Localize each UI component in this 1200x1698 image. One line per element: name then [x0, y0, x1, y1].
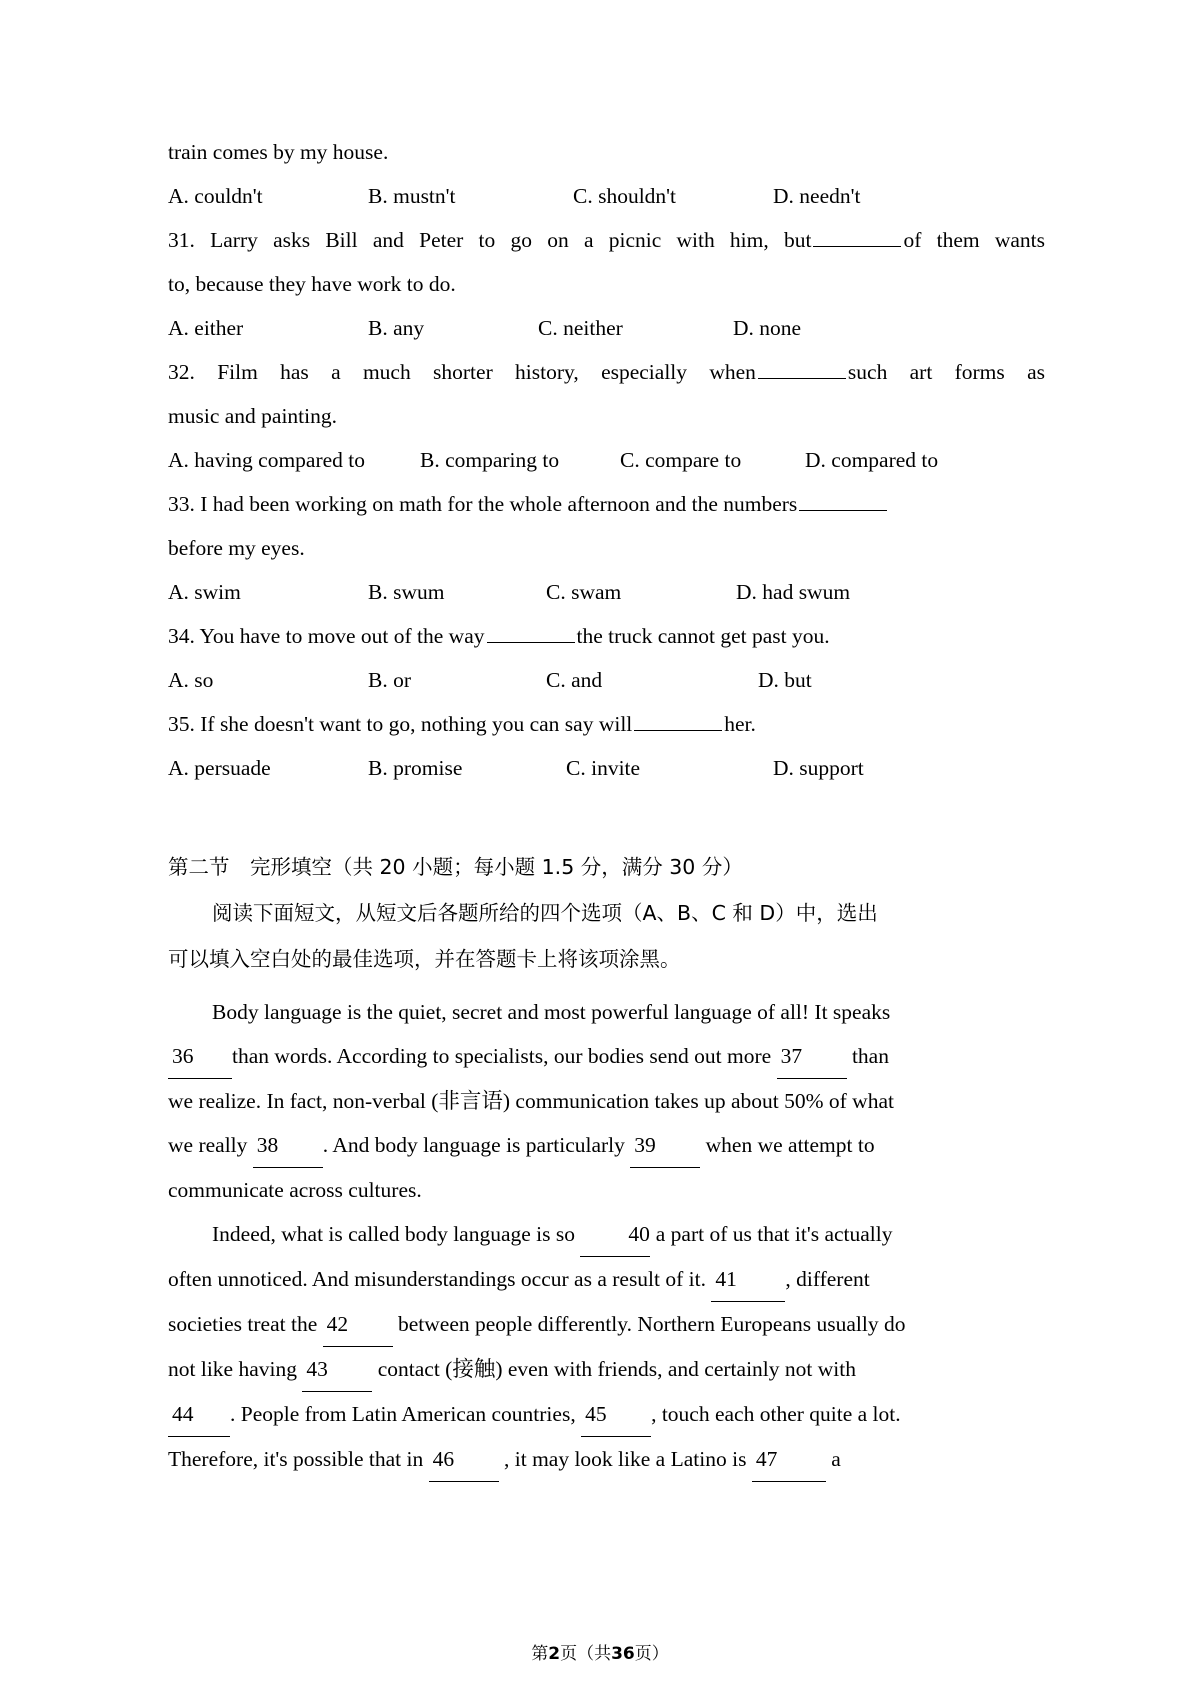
q32-text-after: such art forms as: [847, 360, 1045, 384]
cloze-p1-line3: we realize. In fact, non-verbal (非言语) communication takes up about 50% of what: [168, 1089, 894, 1113]
page-footer: [0, 1639, 1200, 1664]
q31-option-c: C. neither: [538, 316, 623, 340]
cloze-p2-l6b: , it may look like a Latino is: [504, 1447, 747, 1471]
q33-option-b: B. swum: [368, 580, 445, 604]
cloze-p2-l6c: a: [831, 1447, 841, 1471]
q34-text-before: 34. You have to move out of the way: [168, 624, 485, 648]
q34-option-d: D. but: [758, 668, 812, 692]
footer-middle: 页（共: [560, 1644, 612, 1664]
cloze-p1-l2b: than: [851, 1044, 889, 1068]
q35-option-c: C. invite: [566, 756, 641, 780]
q31-blank: [813, 225, 901, 247]
q31-text-before: 31. Larry asks Bill and Peter to go on a picnic with him, but: [168, 228, 812, 252]
cloze-blank-38: 38: [253, 1123, 323, 1168]
q33-blank: [799, 489, 887, 511]
q34-option-a: A. so: [168, 668, 214, 692]
q32-option-d: D. compared to: [805, 448, 939, 472]
cloze-blank-45: 45: [581, 1392, 651, 1437]
cloze-p1-line2: [168, 1034, 1045, 1079]
cloze-p1-l4a: we really: [168, 1133, 248, 1157]
q32-option-c: C. compare to: [620, 448, 742, 472]
cloze-p2-l3a: societies treat the: [168, 1312, 318, 1336]
cloze-p2-line5: [168, 1392, 1045, 1437]
q30-option-b: B. mustn't: [368, 184, 456, 208]
q32-stem-line1: [168, 350, 1045, 394]
footer-total-pages: 36: [611, 1644, 635, 1664]
cloze-p2-l1b: a part of us that it's actually: [655, 1222, 893, 1246]
continued-sentence: train comes by my house.: [168, 140, 389, 164]
cloze-p2-line4: [168, 1347, 1045, 1392]
q35-text-after: her.: [724, 712, 756, 736]
q34-text-after: the truck cannot get past you.: [576, 624, 830, 648]
cloze-blank-46: 46: [429, 1437, 499, 1482]
q32-option-a: A. having compared to: [168, 448, 366, 472]
cloze-p1-l2a: than words. According to specialists, our bodies send out more: [232, 1044, 772, 1068]
q32-stem-line2: music and painting.: [168, 404, 337, 428]
cloze-p2-l1a: Indeed, what is called body language is so: [212, 1222, 576, 1246]
q32-blank: [758, 357, 846, 379]
q35-option-b: B. promise: [368, 756, 463, 780]
cloze-p2-l4a: not like having: [168, 1357, 297, 1381]
cloze-p2-l6a: Therefore, it's possible that in: [168, 1447, 424, 1471]
q35-text-before: 35. If she doesn't want to go, nothing you can say will: [168, 712, 633, 736]
cloze-p1-l4b: . And body language is particularly: [322, 1133, 625, 1157]
q33-options-row: [168, 570, 1045, 614]
q34-stem-line1: [168, 614, 1045, 658]
footer-suffix: 页）: [634, 1644, 669, 1664]
cloze-p2-l5b: , touch each other quite a lot.: [651, 1402, 901, 1426]
q35-option-a: A. persuade: [168, 756, 271, 780]
q31-text-after: of them wants: [903, 228, 1045, 252]
q31-stem-line2: to, because they have work to do.: [168, 272, 456, 296]
cloze-p1-line4: [168, 1123, 1045, 1168]
q30-option-a: A. couldn't: [168, 184, 263, 208]
q33-stem-line1: [168, 482, 1045, 526]
cloze-p2-l2a: often unnoticed. And misunderstandings occur as a result of it.: [168, 1267, 706, 1291]
q35-blank: [634, 709, 722, 731]
cloze-p1-line1: Body language is the quiet, secret and most powerful language of all! It speaks: [212, 1000, 891, 1024]
cloze-p2-line3: [168, 1302, 1045, 1347]
q31-options-row: [168, 306, 1045, 350]
section2-instruction-line1: 阅读下面短文，从短文后各题所给的四个选项（A、B、C 和 D）中，选出: [212, 901, 878, 925]
cloze-blank-39: 39: [630, 1123, 700, 1168]
cloze-p2-l3b: between people differently. Northern Europeans usually do: [398, 1312, 906, 1336]
cloze-blank-41: 41: [711, 1257, 785, 1302]
q30-options-row: [168, 174, 1045, 218]
section2-instruction-line2: 可以填入空白处的最佳选项，并在答题卡上将该项涂黑。: [168, 947, 681, 971]
cloze-blank-47: 47: [752, 1437, 826, 1482]
q32-option-b: B. comparing to: [420, 448, 560, 472]
cloze-p2-l2b: , different: [785, 1267, 870, 1291]
q33-option-a: A. swim: [168, 580, 241, 604]
cloze-blank-37: 37: [777, 1034, 847, 1079]
q35-option-d: D. support: [773, 756, 864, 780]
cloze-blank-36: 36: [168, 1034, 232, 1079]
cloze-p2-line2: [168, 1257, 1045, 1302]
q34-blank: [487, 621, 575, 643]
q32-options-row: [168, 438, 1045, 482]
section2-heading: 第二节 完形填空（共 20 小题；每小题 1.5 分，满分 30 分）: [168, 855, 743, 879]
q31-option-b: B. any: [368, 316, 425, 340]
cloze-p2-line6: [168, 1437, 1045, 1482]
q33-text-before: 33. I had been working on math for the whole afternoon and the numbers: [168, 492, 798, 516]
q31-stem-line1: [168, 218, 1045, 262]
cloze-blank-40: 40: [580, 1212, 650, 1257]
cloze-p1-l4c: when we attempt to: [705, 1133, 875, 1157]
q32-text-before: 32. Film has a much shorter history, especially when: [168, 360, 756, 384]
q35-options-row: [168, 746, 1045, 790]
cloze-blank-43: 43: [302, 1347, 372, 1392]
q33-option-c: C. swam: [546, 580, 622, 604]
q33-stem-line2: before my eyes.: [168, 536, 305, 560]
q34-option-c: C. and: [546, 668, 603, 692]
cloze-p2-l4b: contact (接触) even with friends, and certainly not with: [377, 1357, 856, 1381]
footer-page-number: 2: [548, 1644, 561, 1664]
q31-option-a: A. either: [168, 316, 244, 340]
cloze-blank-42: 42: [323, 1302, 393, 1347]
footer-prefix: 第: [531, 1644, 549, 1664]
q34-options-row: [168, 658, 1045, 702]
q35-stem-line1: [168, 702, 1045, 746]
q31-option-d: D. none: [733, 316, 802, 340]
q30-option-d: D. needn't: [773, 184, 861, 208]
cloze-p1-line5: communicate across cultures.: [168, 1178, 422, 1202]
cloze-p2-l5a: . People from Latin American countries,: [230, 1402, 576, 1426]
cloze-p2-line1: [168, 1212, 1045, 1257]
q34-option-b: B. or: [368, 668, 411, 692]
q33-option-d: D. had swum: [736, 580, 851, 604]
cloze-blank-44: 44: [168, 1392, 230, 1437]
q30-option-c: C. shouldn't: [573, 184, 677, 208]
